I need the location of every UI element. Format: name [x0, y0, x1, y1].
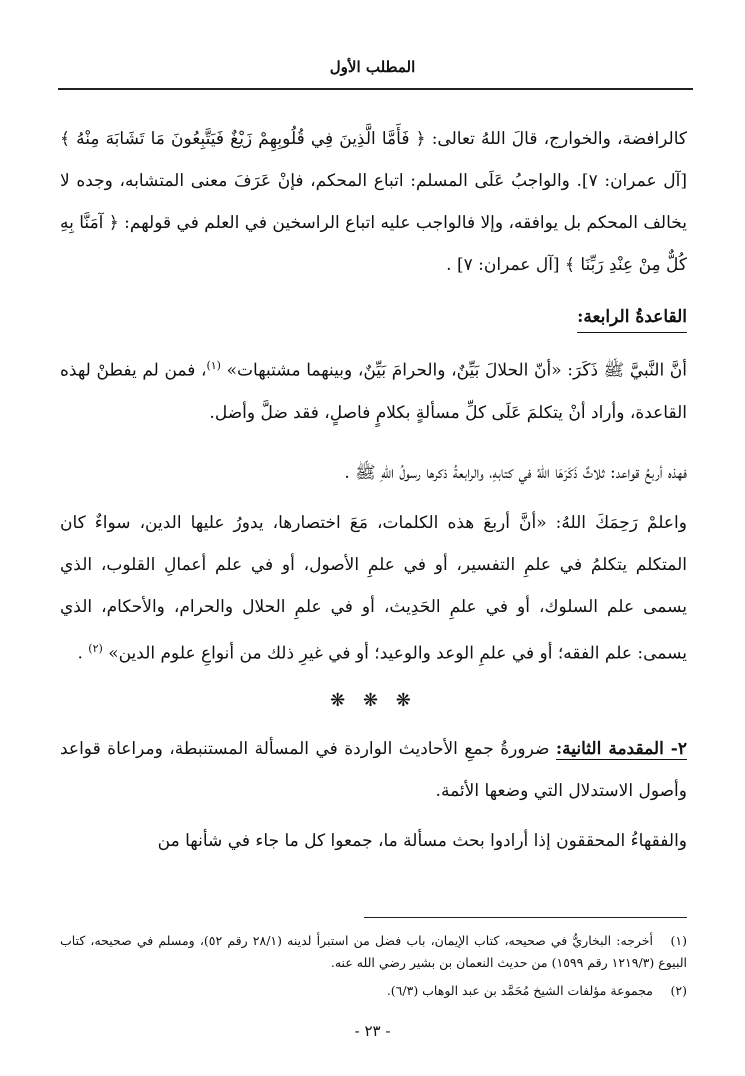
- footnote-1: [60, 930, 687, 974]
- footnote-number: (٢): [670, 983, 687, 998]
- footnote-divider: [364, 917, 687, 918]
- footnote-2: [60, 980, 687, 1002]
- section-separator: ❋ ❋ ❋: [330, 690, 417, 712]
- footnote-ref-1: (١): [206, 359, 221, 372]
- paragraph-4-text: واعلمْ رَحِمَكَ اللهُ: «أنَّ أربعَ هذه الكلمات، مَعَ اختصارها، يدورُ عليها الدين، سواءٌ كان المتكلم يتكلمُ في علمِ التفسير، أو في علمِ الأصول، أو في علم أعمالِ القلوب، الذي يسمى علم السلوك، أو في علمِ الحَدِيث، أو في علمِ الحلال والحرام، والأحكام، الذي يسمى: علم الفقه؛ أو في علمِ الوعد والوعيد؛ أو في غيرِ ذلك من أنواعِ علوم الدين»: [60, 512, 687, 664]
- paragraph-2-rest: ، فمن لم يفطنْ لهذه القاعدة، وأراد أنْ يتكلمَ عَلَى كلِّ مسألةٍ بكلامٍ فاصلٍ، فقد ضلَّ وأضل.: [60, 360, 687, 423]
- paragraph-2-text: أنَّ النَّبيَّ ﷺ ذَكَرَ: «أنّ الحلالَ بَيِّنٌ، والحرامَ بَيِّنٌ، وبينهما مشتبهات»: [226, 360, 688, 381]
- footnote-ref-2: (٢): [88, 641, 103, 655]
- paragraph-4-end: .: [77, 643, 89, 664]
- section-label-intro-2: ٢- المقدمة الثانية:: [555, 739, 687, 760]
- paragraph-5: [60, 728, 687, 812]
- paragraph-1: كالرافضة، والخوارج، قالَ اللهُ تعالى: ﴿ فَأَمَّا الَّذِينَ فِي قُلُوبِهِمْ زَيْغٌ فَيَتَّبِعُونَ مَا تَشَابَهَ مِنْهُ ﴾ [آل عمران: ٧]. والواجبُ عَلَى المسلم: اتباع المحكم، فإنْ عَرَفَ معنى المتشابه، وجده لا يخالف المحكم بل يوافقه، وإلا فالواجب عليه اتباع الراسخين في العلم في قولهم: ﴿ آمَنَّا بِهِ كُلٌّ مِنْ عِنْدِ رَبِّنَا ﴾ [آل عمران: ٧] .: [60, 129, 687, 275]
- paragraph-5-text: ضرورةُ جمعِ الأحاديث الواردة في المسألة المستنبطة، ومراعاة قواعد وأصول الاستدلال التي وضعها الأئمة.: [60, 739, 687, 802]
- footnote-text: مجموعة مؤلفات الشيخ مُحَمَّد بن عبد الوهاب (٦/٣).: [386, 983, 653, 998]
- footnote-text: أخرجه: البخاريُّ في صحيحه، كتاب الإيمان، باب فضل من استبرأ لدينه (٢٨/١ رقم ٥٢)، ومسلم في صحيحه، كتاب البيوع (١٢١٩/٣ رقم ١٥٩٩) من حديث النعمان بن بشير رضي الله عنه.: [60, 933, 687, 970]
- paragraph-6: والفقهاءُ المحققون إذا أرادوا بحث مسألة ما، جمعوا كل ما جاء في شأنها من: [157, 831, 687, 852]
- page-number: - ٢٣ -: [354, 1022, 391, 1040]
- paragraph-2: [60, 345, 687, 434]
- footnotes: [60, 930, 687, 1008]
- section-heading-rule-4: القاعدةُ الرابعة:: [577, 302, 687, 333]
- main-text: [60, 118, 687, 862]
- running-header: المطلب الأول: [329, 58, 416, 76]
- paragraph-4: [60, 502, 687, 675]
- header-divider: [58, 88, 693, 90]
- footnote-number: (١): [670, 933, 688, 948]
- paragraph-3: فهذه أربعُ قواعد: ثلاثٌ ذَكَرَهَا اللهُ في كتابهِ، والرابعةُ ذكرها رسولُ اللهِ ﷺ .: [344, 462, 687, 483]
